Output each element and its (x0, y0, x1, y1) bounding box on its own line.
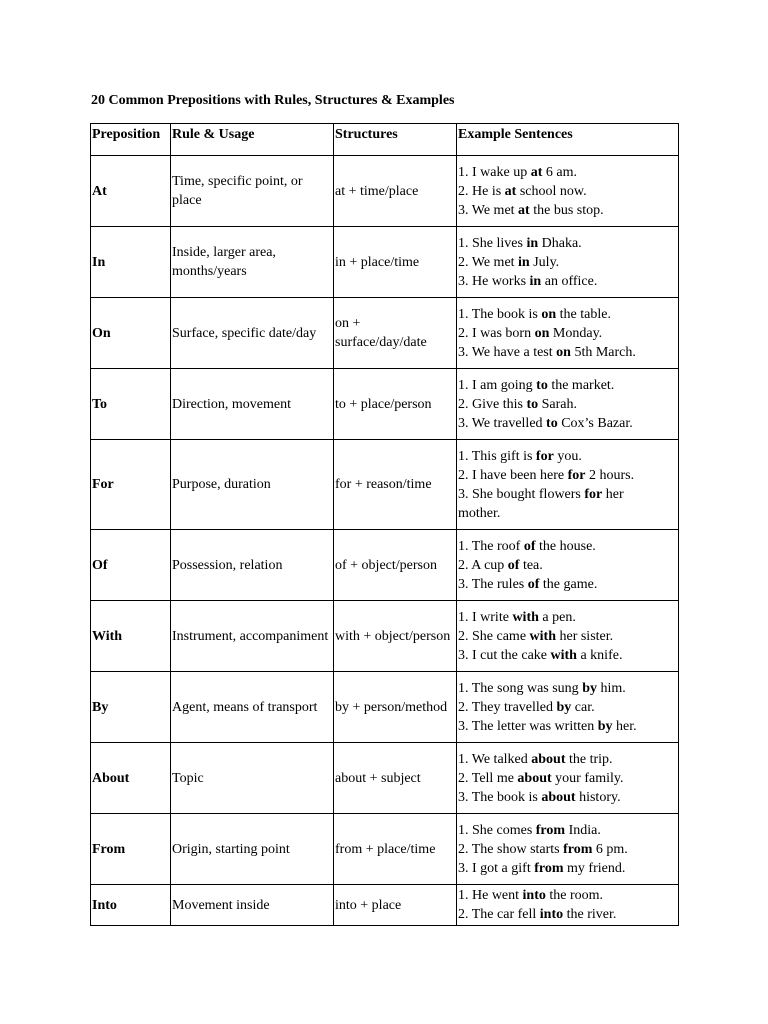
example-sentence (458, 859, 677, 878)
example-preposition: in (518, 254, 530, 270)
example-preposition: about (517, 770, 552, 786)
example-text: 6 am. (542, 164, 577, 180)
example-text: India. (565, 822, 601, 838)
example-sentence (458, 627, 677, 646)
example-sentence (458, 343, 677, 362)
example-text: an office. (541, 273, 598, 289)
example-sentence (458, 886, 677, 905)
example-text: 5th March. (570, 344, 636, 360)
preposition-cell: About (91, 743, 171, 814)
example-text: 1. She comes (458, 822, 536, 838)
structure-cell: to + place/person (334, 369, 457, 440)
example-text: 3. The letter was written (458, 718, 598, 734)
example-text: school now. (516, 183, 587, 199)
table-row (91, 227, 679, 298)
example-preposition: for (567, 467, 586, 483)
example-text: your family. (551, 770, 624, 786)
example-text: July. (529, 254, 560, 270)
example-preposition: to (536, 377, 548, 393)
example-text: 1. She lives (458, 235, 527, 251)
example-sentences-cell (457, 672, 679, 743)
example-preposition: about (531, 751, 566, 767)
header-rule-usage: Rule & Usage (171, 124, 334, 156)
example-text: 2. We met (458, 254, 519, 270)
example-preposition: on (534, 325, 550, 341)
example-text: the river. (563, 907, 617, 922)
example-text: 1. I wake up (458, 164, 531, 180)
structure-cell: with + object/person (334, 601, 457, 672)
example-text: 1. The song was sung (458, 680, 583, 696)
example-text: 3. We travelled (458, 415, 547, 431)
example-text: 3. We met (458, 202, 519, 218)
rule-usage-cell: Agent, means of transport (171, 672, 334, 743)
example-text: 3. She bought flowers (458, 486, 585, 502)
example-sentence (458, 608, 677, 627)
example-text: her. (612, 718, 637, 734)
structure-cell: in + place/time (334, 227, 457, 298)
example-text: mother. (458, 505, 501, 521)
structure-cell: about + subject (334, 743, 457, 814)
table-row (91, 156, 679, 227)
example-sentence (458, 414, 677, 433)
structure-cell: on + surface/day/date (334, 298, 457, 369)
preposition-cell: Into (91, 885, 171, 926)
example-sentence (458, 324, 677, 343)
example-text: the bus stop. (529, 202, 604, 218)
example-preposition: of (523, 538, 536, 554)
example-sentence (458, 788, 677, 807)
table-row (91, 672, 679, 743)
rule-usage-cell: Topic (171, 743, 334, 814)
example-sentences-cell (457, 530, 679, 601)
example-sentences-cell (457, 601, 679, 672)
example-sentence (458, 646, 677, 665)
structure-cell: at + time/place (334, 156, 457, 227)
example-preposition: to (526, 396, 539, 412)
example-text: 2. Give this (458, 396, 527, 412)
example-preposition: with (550, 647, 577, 663)
example-preposition: of (507, 557, 520, 573)
example-text: the room. (545, 888, 604, 903)
example-text: 1. We talked (458, 751, 532, 767)
example-sentence (458, 163, 677, 182)
example-text: 2. I have been here (458, 467, 568, 483)
example-text: her sister. (555, 628, 614, 644)
preposition-cell: On (91, 298, 171, 369)
structure-cell: for + reason/time (334, 440, 457, 530)
example-preposition: on (541, 306, 557, 322)
example-sentences-cell (457, 156, 679, 227)
preposition-cell: To (91, 369, 171, 440)
example-preposition: for (584, 486, 603, 502)
example-preposition: at (518, 202, 530, 218)
table-row (91, 369, 679, 440)
example-text: Dhaka. (538, 235, 582, 251)
example-text: 2. I was born (458, 325, 535, 341)
example-text: the table. (556, 306, 611, 322)
table-row (91, 814, 679, 885)
table-header-row (91, 124, 679, 156)
example-preposition: in (529, 273, 542, 289)
example-preposition: for (535, 448, 554, 464)
rule-usage-cell: Possession, relation (171, 530, 334, 601)
example-sentence (458, 201, 677, 220)
preposition-cell: For (91, 440, 171, 530)
example-text: him. (596, 680, 626, 696)
example-text: 6 pm. (592, 841, 628, 857)
example-text: 2. Tell me (458, 770, 518, 786)
example-text: 2. She came (458, 628, 530, 644)
example-sentence (458, 253, 677, 272)
structure-cell: by + person/method (334, 672, 457, 743)
rule-usage-cell: Time, specific point, or place (171, 156, 334, 227)
example-preposition: with (512, 609, 539, 625)
example-preposition: by (597, 718, 613, 734)
example-preposition: by (582, 680, 597, 696)
example-sentences-cell (457, 743, 679, 814)
preposition-cell: Of (91, 530, 171, 601)
example-text: 3. He works (458, 273, 530, 289)
example-text: 2. The show starts (458, 841, 564, 857)
example-text: 3. We have a test (458, 344, 557, 360)
table-row (91, 601, 679, 672)
example-text: the market. (547, 377, 615, 393)
example-text: you. (553, 448, 582, 464)
example-text: a pen. (538, 609, 576, 625)
example-sentences-cell (457, 440, 679, 530)
table-row (91, 530, 679, 601)
example-text: 2. They travelled (458, 699, 557, 715)
example-sentence (458, 305, 677, 324)
example-sentence (458, 504, 677, 523)
example-sentence (458, 575, 677, 594)
example-sentences-cell (457, 814, 679, 885)
example-sentence (458, 376, 677, 395)
header-example-sentences: Example Sentences (457, 124, 679, 156)
header-structures: Structures (334, 124, 457, 156)
example-text: the game. (539, 576, 598, 592)
example-preposition: from (535, 822, 566, 838)
example-sentence (458, 466, 677, 485)
example-sentence (458, 679, 677, 698)
example-text: 2. A cup (458, 557, 508, 573)
example-preposition: by (556, 699, 572, 715)
example-sentences-cell (457, 369, 679, 440)
preposition-cell: By (91, 672, 171, 743)
example-preposition: into (539, 907, 564, 922)
example-sentence (458, 485, 677, 504)
table-row (91, 440, 679, 530)
example-text: Monday. (549, 325, 603, 341)
example-text: 3. I cut the cake (458, 647, 551, 663)
example-preposition: at (530, 164, 543, 180)
example-text: tea. (519, 557, 543, 573)
example-sentence (458, 395, 677, 414)
preposition-cell: In (91, 227, 171, 298)
table-row (91, 298, 679, 369)
structure-cell: into + place (334, 885, 457, 926)
example-sentence (458, 182, 677, 201)
example-sentence (458, 750, 677, 769)
example-preposition: with (529, 628, 556, 644)
example-preposition: into (522, 888, 546, 903)
example-preposition: of (527, 576, 540, 592)
table-body (91, 156, 679, 926)
example-sentence (458, 769, 677, 788)
example-sentence (458, 556, 677, 575)
example-sentence (458, 272, 677, 291)
page-title: 20 Common Prepositions with Rules, Structures & Examples (91, 93, 455, 108)
example-sentence (458, 821, 677, 840)
example-text: my friend. (563, 860, 626, 876)
example-text: history. (575, 789, 621, 805)
structure-cell: from + place/time (334, 814, 457, 885)
example-preposition: in (526, 235, 539, 251)
example-text: 3. The rules (458, 576, 528, 592)
example-text: 2. The car fell (458, 907, 540, 922)
rule-usage-cell: Instrument, accompaniment (171, 601, 334, 672)
example-text: 3. The book is (458, 789, 542, 805)
rule-usage-cell: Direction, movement (171, 369, 334, 440)
example-text: 1. The book is (458, 306, 542, 322)
rule-usage-cell: Purpose, duration (171, 440, 334, 530)
example-text: 2. He is (458, 183, 505, 199)
example-text: the trip. (565, 751, 613, 767)
example-preposition: on (556, 344, 571, 360)
example-sentence (458, 905, 677, 924)
example-text: the house. (535, 538, 596, 554)
rule-usage-cell: Surface, specific date/day (171, 298, 334, 369)
example-text: 1. He went (458, 888, 523, 903)
rule-usage-cell: Movement inside (171, 885, 334, 926)
example-preposition: from (534, 860, 564, 876)
example-preposition: to (546, 415, 558, 431)
example-sentence (458, 698, 677, 717)
example-text: 1. This gift is (458, 448, 536, 464)
example-text: 3. I got a gift (458, 860, 535, 876)
example-text: Sarah. (538, 396, 578, 412)
example-sentence (458, 447, 677, 466)
example-sentences-cell (457, 298, 679, 369)
prepositions-table (90, 123, 679, 926)
preposition-cell: From (91, 814, 171, 885)
table-row (91, 885, 679, 926)
preposition-cell: At (91, 156, 171, 227)
example-sentence (458, 717, 677, 736)
table-row (91, 743, 679, 814)
example-sentence (458, 840, 677, 859)
example-text: car. (571, 699, 595, 715)
example-preposition: from (563, 841, 593, 857)
rule-usage-cell: Inside, larger area, months/years (171, 227, 334, 298)
example-text: 1. The roof (458, 538, 524, 554)
example-text: 1. I write (458, 609, 513, 625)
example-text: 1. I am going (458, 377, 537, 393)
header-preposition: Preposition (91, 124, 171, 156)
example-preposition: at (504, 183, 517, 199)
rule-usage-cell: Origin, starting point (171, 814, 334, 885)
example-text: 2 hours. (585, 467, 635, 483)
example-text: a knife. (576, 647, 623, 663)
example-sentences-cell (457, 227, 679, 298)
example-text: Cox’s Bazar. (557, 415, 633, 431)
example-sentence (458, 537, 677, 556)
example-sentence (458, 234, 677, 253)
example-text: her (602, 486, 624, 502)
example-preposition: about (541, 789, 576, 805)
example-sentences-cell (457, 885, 679, 926)
preposition-cell: With (91, 601, 171, 672)
structure-cell: of + object/person (334, 530, 457, 601)
